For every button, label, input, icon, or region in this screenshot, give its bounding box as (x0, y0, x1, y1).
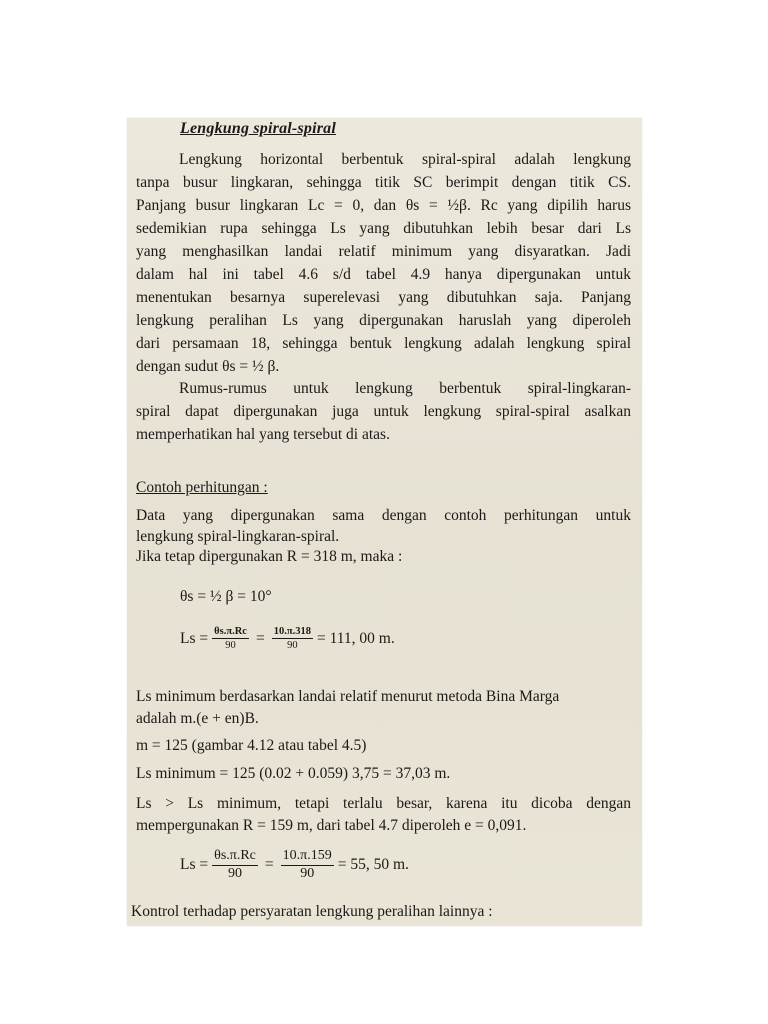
eq2-fraction-numeric (281, 849, 334, 881)
para1-line: lengkung peralihan Ls yang dipergunakan haruslah yang diperoleh (136, 312, 631, 329)
eq1-frac2-numerator: 10.π.318 (272, 626, 313, 639)
eq2-equals: = (264, 856, 274, 874)
eq2-frac1-denominator: 90 (228, 865, 243, 881)
eq2-result: = 55, 50 m. (337, 856, 409, 874)
eq1-fraction-numeric (272, 626, 313, 651)
section-title: Lengkung spiral-spiral (180, 120, 336, 137)
eq1-result: = 111, 00 m. (316, 629, 395, 647)
eq2-fraction-symbolic (212, 849, 258, 881)
para1-line: dari persamaan 18, sehingga bentuk lengkung adalah lengkung spiral (136, 335, 631, 352)
ls-equation-2 (180, 849, 409, 881)
para1-line: yang menghasilkan landai relatif minimum yang disyaratkan. Jadi (136, 243, 631, 260)
eq1-equals: = (255, 629, 265, 647)
eq2-frac2-numerator: 10.π.159 (281, 849, 334, 866)
after1-line: Ls minimum berdasarkan landai relatif menurut metoda Bina Marga (136, 688, 560, 705)
eq1-fraction-symbolic (212, 626, 249, 651)
eq1-lhs: Ls = (180, 629, 209, 647)
para1-line: dengan sudut θs = ½ β. (136, 358, 280, 375)
para3-line: mempergunakan R = 159 m, dari tabel 4.7 diperoleh e = 0,091. (136, 817, 527, 834)
eq2-lhs: Ls = (180, 856, 209, 874)
ls-equation-1 (180, 626, 395, 651)
para1-line: sedemikian rupa sehingga Ls yang dibutuhkan lebih besar dari Ls (136, 220, 631, 237)
intro-line: Data yang dipergunakan sama dengan contoh perhitungan untuk (136, 507, 631, 524)
para1-line: menentukan besarnya superelevasi yang dibutuhkan saja. Panjang (136, 289, 631, 306)
para2-line: spiral dapat dipergunakan juga untuk lengkung spiral-spiral asalkan (136, 403, 631, 420)
para1-line: Panjang busur lingkaran Lc = 0, dan θs = ½β. Rc yang dipilih harus (136, 197, 631, 214)
para1-line: dalam hal ini tabel 4.6 s/d tabel 4.9 hanya dipergunakan untuk (136, 266, 631, 283)
para2-line: Rumus-rumus untuk lengkung berbentuk spiral-lingkaran- (179, 380, 631, 397)
para1-line: tanpa busur lingkaran, sehingga titik SC berimpit dengan titik CS. (136, 174, 631, 191)
eq1-frac2-denominator: 90 (287, 640, 298, 652)
m-value-line: m = 125 (gambar 4.12 atau tabel 4.5) (136, 737, 367, 754)
after1-line: adalah m.(e + en)B. (136, 710, 259, 727)
closing-line: Kontrol terhadap persyaratan lengkung peralihan lainnya : (131, 903, 493, 920)
eq2-frac1-numerator: θs.π.Rc (212, 849, 258, 866)
intro-line: lengkung spiral-lingkaran-spiral. (136, 528, 340, 545)
para2-line: memperhatikan hal yang tersebut di atas. (136, 426, 390, 443)
para1-line: Lengkung horizontal berbentuk spiral-spiral adalah lengkung (179, 151, 631, 168)
example-heading: Contoh perhitungan : (136, 479, 268, 496)
eq2-frac2-denominator: 90 (300, 865, 315, 881)
para3-line: Ls > Ls minimum, tetapi terlalu besar, karena itu dicoba dengan (136, 795, 631, 812)
eq1-frac1-denominator: 90 (225, 640, 236, 652)
scanned-page (127, 118, 642, 926)
theta-equation: θs = ½ β = 10° (180, 588, 272, 605)
eq1-frac1-numerator: θs.π.Rc (212, 626, 249, 639)
ls-minimum-line: Ls minimum = 125 (0.02 + 0.059) 3,75 = 37,03 m. (136, 765, 451, 782)
intro-line: Jika tetap dipergunakan R = 318 m, maka : (136, 548, 403, 565)
